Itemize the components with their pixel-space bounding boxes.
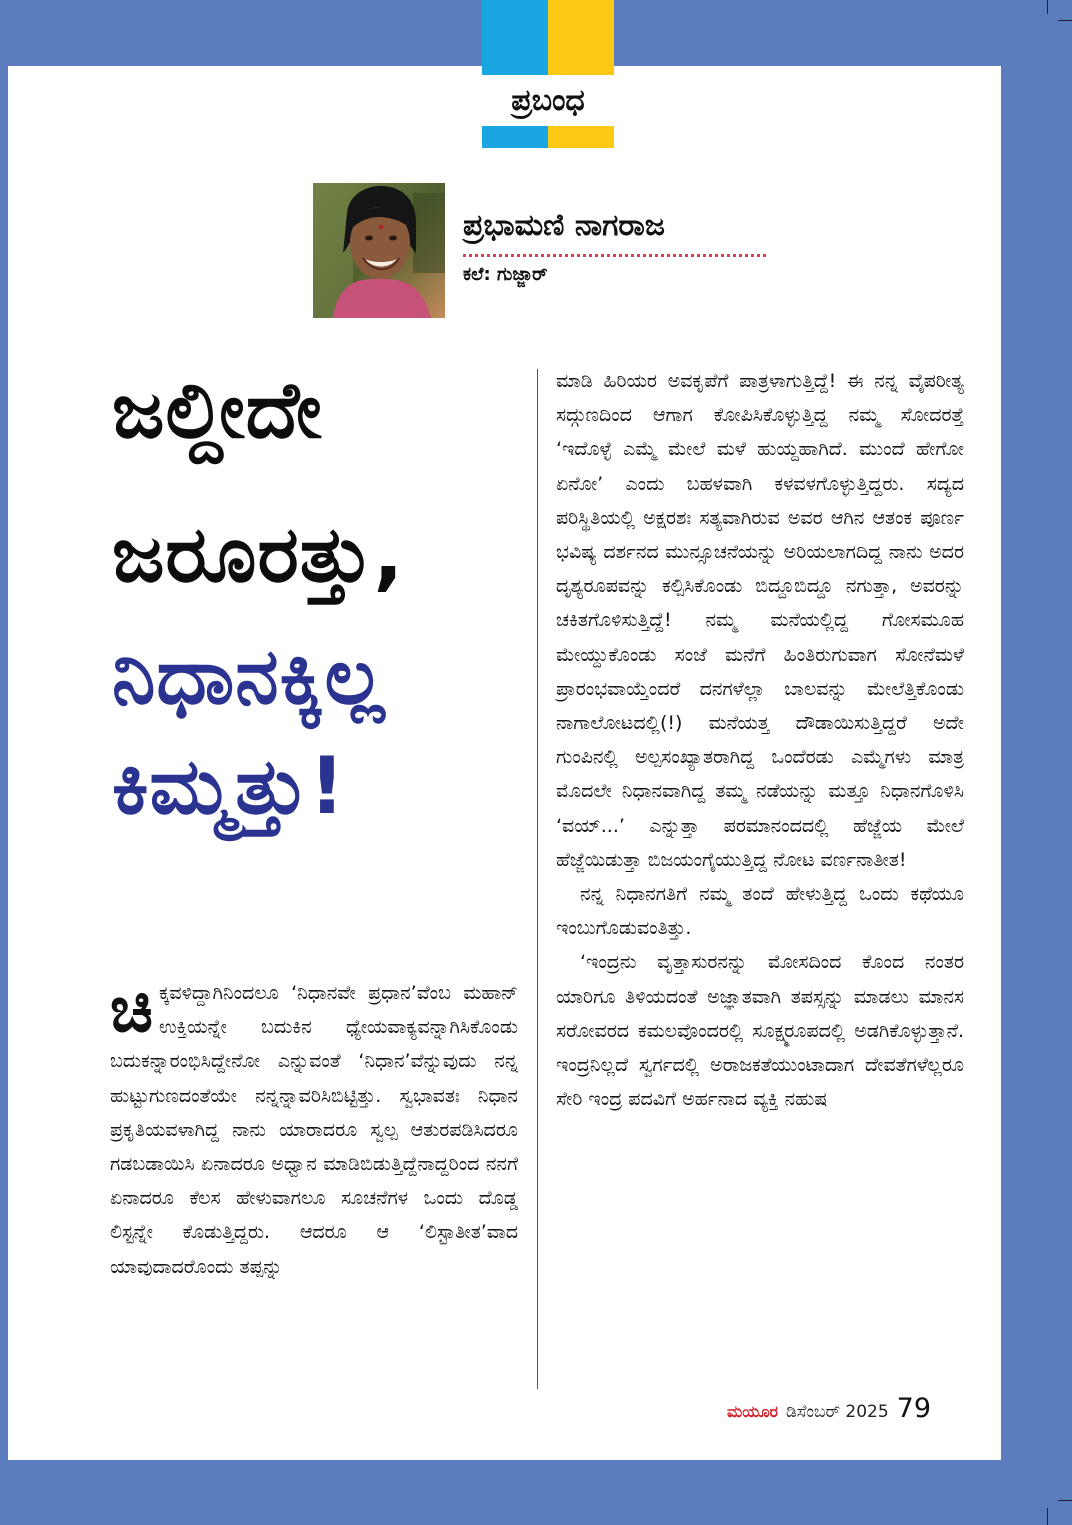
crop-mark <box>1058 20 1072 21</box>
page-number: 79 <box>896 1393 932 1424</box>
column-divider <box>537 369 538 1389</box>
frame-left-band <box>0 0 8 1525</box>
body-paragraph: ಮಾಡಿ ಹಿರಿಯರ ಅವಕೃಪೆಗೆ ಪಾತ್ರಳಾಗುತ್ತಿದ್ದೆ! ಈ ನನ್ನ ವೈಪರೀತ್ಯ ಸದ್ಗುಣದಿಂದ ಆಗಾಗ ಕೋಪಿಸಿಕೊಳ್ಳುತ್ತಿದ್ದ ನಮ್ಮ ಸೋದರತ್ತೆ ‘ಇದೊಳ್ಳೆ ಎಮ್ಮೆ ಮೇಲೆ ಮಳೆ ಹುಯ್ದಹಾಗಿದೆ. ಮುಂದೆ ಹೇಗೋ ಏನೋ’ ಎಂದು ಬಹಳವಾಗಿ ಕಳವಳಗೊಳ್ಳುತ್ತಿದ್ದರು. ಸದ್ಯದ ಪರಿಸ್ಥಿತಿಯಲ್ಲಿ ಅಕ್ಷರಶಃ ಸತ್ಯವಾಗಿರುವ ಅವರ ಆಗಿನ ಆತಂಕ ಪೂರ್ಣ ಭವಿಷ್ಯ ದರ್ಶನದ ಮುನ್ಸೂಚನೆಯನ್ನು ಅರಿಯಲಾಗದಿದ್ದ ನಾನು ಅದರ ದೃಶ್ಯರೂಪವನ್ನು ಕಲ್ಪಿಸಿಕೊಂಡು ಬಿದ್ದೂಬಿದ್ದೂ ನಗುತ್ತಾ, ಅವರನ್ನು ಚಕಿತಗೊಳಿಸುತ್ತಿದ್ದೆ! ನಮ್ಮ ಮನೆಯಲ್ಲಿದ್ದ ಗೋಸಮೂಹ ಮೇಯ್ದುಕೊಂಡು ಸಂಜೆ ಮನೆಗೆ ಹಿಂತಿರುಗುವಾಗ ಸೋನೆಮಳೆ ಪ್ರಾರಂಭವಾಯ್ತೆಂದರೆ ದನಗಳೆಲ್ಲಾ ಬಾಲವನ್ನು ಮೇಲೆತ್ತಿಕೊಂಡು ನಾಗಾಲೋಟದಲ್ಲಿ(!) ಮನೆಯತ್ತ ದೌಡಾಯಿಸುತ್ತಿದ್ದರೆ ಅದೇ ಗುಂಪಿನಲ್ಲಿ ಅಲ್ಪಸಂಖ್ಯಾತರಾಗಿದ್ದ ಒಂದೆರಡು ಎಮ್ಮೆಗಳು ಮಾತ್ರ ಮೊದಲೇ ನಿಧಾನವಾಗಿದ್ದ ತಮ್ಮ ನಡೆಯನ್ನು ಮತ್ತೂ ನಿಧಾನಗೊಳಿಸಿ ‘ವಯ್...’ ಎನ್ನುತ್ತಾ ಪರಮಾನಂದದಲ್ಲಿ ಹೆಜ್ಜೆಯ ಮೇಲೆ ಹೆಜ್ಜೆಯಿಡುತ್ತಾ ಬಿಜಯಂಗೈಯುತ್ತಿದ್ದ ನೋಟ ವರ್ಣನಾತೀತ! <box>556 370 964 871</box>
tag-yellow-block <box>548 0 614 75</box>
page-footer <box>727 1393 931 1427</box>
issue-date: ಡಿಸೆಂಬರ್ 2025 <box>786 1402 889 1422</box>
body-paragraph: ನನ್ನ ನಿಧಾನಗತಿಗೆ ನಮ್ಮ ತಂದೆ ಹೇಳುತ್ತಿದ್ದ ಒಂದು ಕಥೆಯೂ ಇಂಬುಗೊಡುವಂತಿತ್ತು. <box>556 883 964 940</box>
title-line-1: ಜಲ್ದೀದೇ <box>112 366 323 456</box>
title-line-3: ನಿಧಾನಕ್ಕಿಲ್ಲ <box>112 632 386 722</box>
body-column-left <box>110 973 518 1284</box>
artist-credit: ಕಲೆ: ಗುಜ್ಜಾರ್ <box>463 264 548 285</box>
frame-right-band <box>1001 0 1072 1525</box>
crop-mark <box>1047 1508 1048 1525</box>
author-photo <box>313 183 445 318</box>
tag-blue-block <box>482 0 548 75</box>
frame-bottom-band <box>0 1460 1072 1525</box>
author-name: ಪ್ರಭಾಮಣಿ ನಾಗರಾಜ <box>463 208 665 243</box>
section-tag-label: ಪ್ರಬಂಧ <box>482 75 614 126</box>
body-column-right <box>556 364 964 1116</box>
tag-blue-strip <box>482 126 548 148</box>
body-paragraph: ‘ಇಂದ್ರನು ವೃತ್ತಾಸುರನನ್ನು ಮೋಸದಿಂದ ಕೊಂದ ನಂತರ ಯಾರಿಗೂ ತಿಳಿಯದಂತೆ ಅಜ್ಞಾತವಾಗಿ ತಪಸ್ಸನ್ನು ಮಾಡಲು ಮಾನಸ ಸರೋವರದ ಕಮಲವೊಂದರಲ್ಲಿ ಸೂಕ್ಷ್ಮರೂಪದಲ್ಲಿ ಅಡಗಿಕೊಳ್ಳುತ್ತಾನೆ. ಇಂದ್ರನಿಲ್ಲದೆ ಸ್ವರ್ಗದಲ್ಲಿ ಅರಾಜಕತೆಯುಂಟಾದಾಗ ದೇವತೆಗಳೆಲ್ಲರೂ ಸೇರಿ ಇಂದ್ರ ಪದವಿಗೆ ಅರ್ಹನಾದ ವ್ಯಕ್ತಿ ನಹುಷ <box>556 951 964 1111</box>
byline-divider <box>463 254 766 257</box>
drop-cap: ಚಿ <box>110 973 154 1047</box>
crop-mark <box>1058 1500 1072 1501</box>
magazine-logo: ಮಯೂರ <box>727 1402 779 1421</box>
section-tag <box>482 0 614 148</box>
body-paragraph <box>110 973 518 1284</box>
crop-mark <box>1047 0 1048 14</box>
tag-yellow-strip <box>548 126 614 148</box>
paragraph-text: ಕ್ಕವಳಿದ್ದಾಗಿನಿಂದಲೂ ‘ನಿಧಾನವೇ ಪ್ರಧಾನ’ವೆಂಬ ಮಹಾನ್ ಉಕ್ತಿಯನ್ನೇ ಬದುಕಿನ ಧ್ಯೇಯವಾಕ್ಯವನ್ನಾಗಿಸಿಕೊಂಡು ಬದುಕನ್ನಾರಂಭಿಸಿದ್ದೇನೋ ಎನ್ನುವಂತೆ ‘ನಿಧಾನ’ವೆನ್ನುವುದು ನನ್ನ ಹುಟ್ಟುಗುಣದಂತೆಯೇ ನನ್ನನ್ನಾವರಿಸಿಬಿಟ್ಟಿತ್ತು. ಸ್ವಭಾವತಃ ನಿಧಾನ ಪ್ರಕೃತಿಯವಳಾಗಿದ್ದ ನಾನು ಯಾರಾದರೂ ಸ್ವಲ್ಪ ಆತುರಪಡಿಸಿದರೂ ಗಡಬಡಾಯಿಸಿ ಏನಾದರೂ ಅಧ್ವಾನ ಮಾಡಿಬಿಡುತ್ತಿದ್ದೆನಾದ್ದರಿಂದ ನನಗೆ ಏನಾದರೂ ಕೆಲಸ ಹೇಳುವಾಗಲೂ ಸೂಚನೆಗಳ ಒಂದು ದೊಡ್ಡ ಲಿಸ್ಟನ್ನೇ ಕೊಡುತ್ತಿದ್ದರು. ಆದರೂ ಆ ‘ಲಿಸ್ಟಾತೀತ’ವಾದ ಯಾವುದಾದರೊಂದು ತಪ್ಪನ್ನು <box>110 982 518 1278</box>
title-line-2: ಜರೂರತ್ತು, <box>112 510 405 600</box>
title-line-4: ಕಿಮ್ಮತ್ತು! <box>112 742 346 832</box>
